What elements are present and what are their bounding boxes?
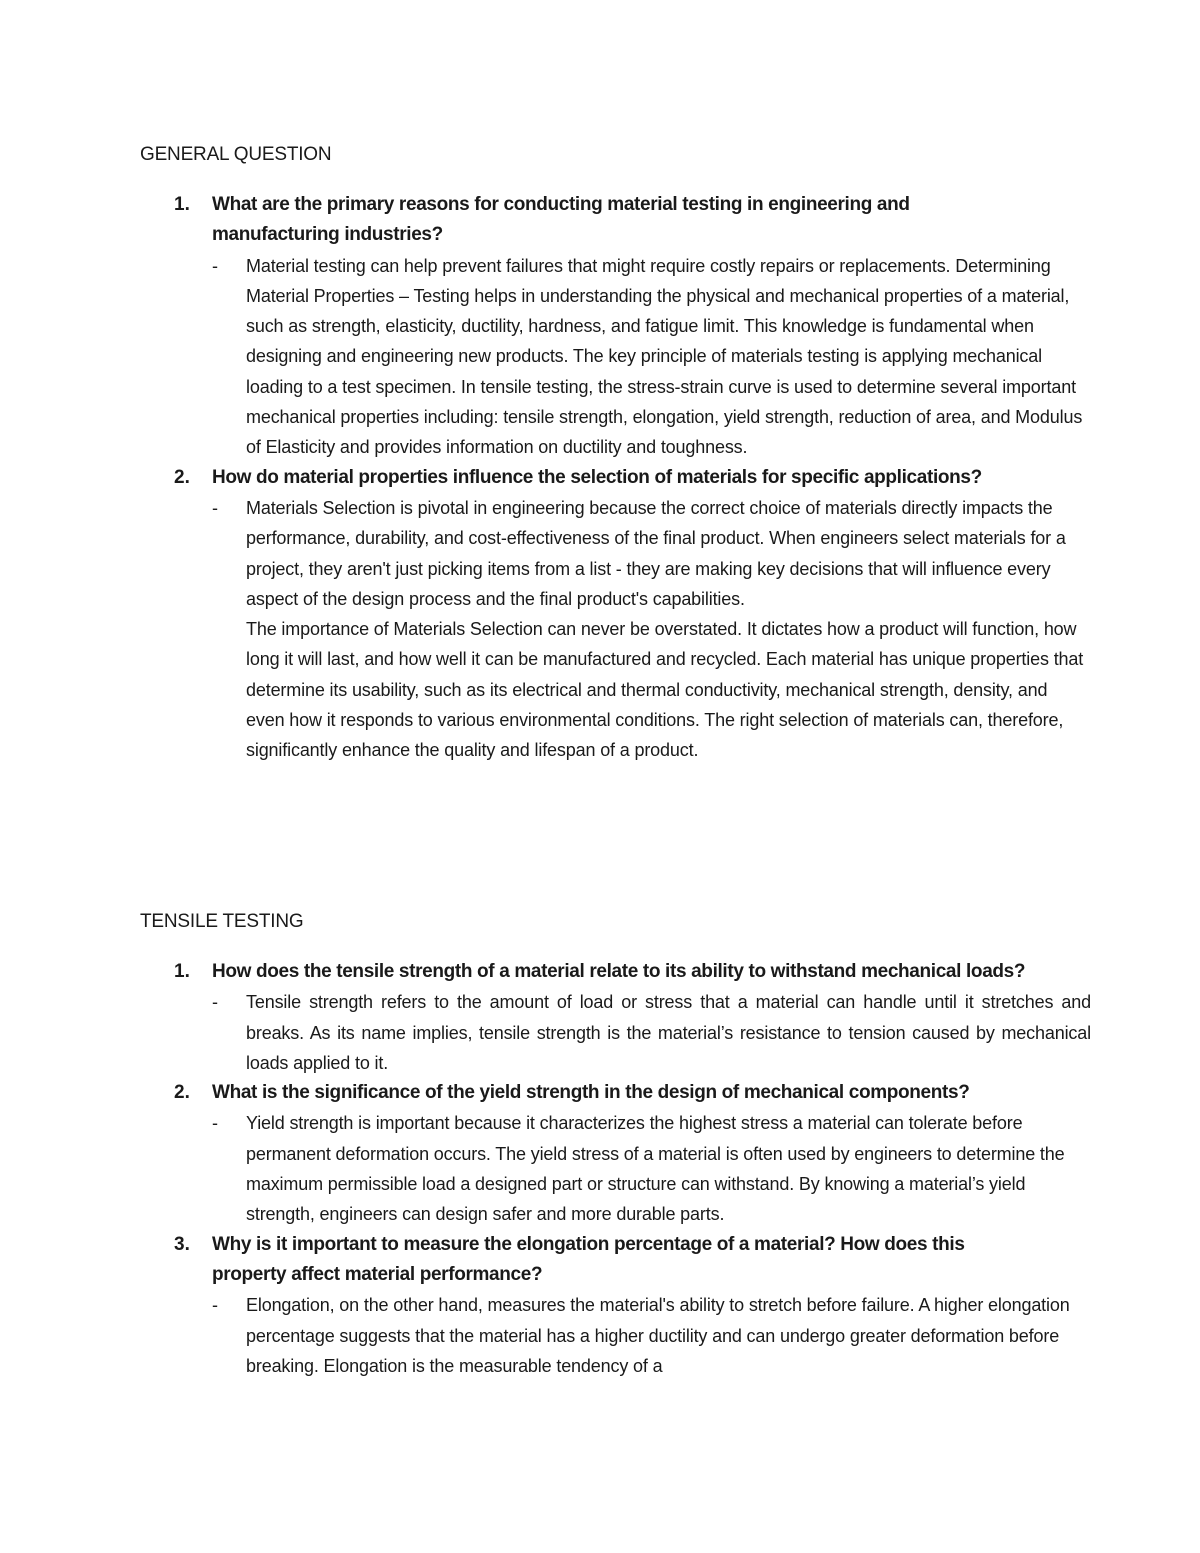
- question-number: 2.: [174, 466, 190, 488]
- answer-paragraph: Tensile strength refers to the amount of load or stress that a material can handle until it stretches and breaks. As its name implies, tensile strength is the material’s resistance to tension caused by mechanical loads applied to it.: [246, 992, 1091, 1073]
- question-number: 2.: [174, 1082, 190, 1104]
- general-question-list: [140, 190, 1084, 766]
- question-item: [140, 190, 1083, 463]
- tensile-testing-question-list: [140, 957, 1091, 1381]
- question-number: 1.: [174, 961, 190, 982]
- answer-paragraph: The importance of Materials Selection can never be overstated. It dictates how a product will function, how long it will last, and how well it can be manufactured and recycled. Each material has unique properties that determine its usability, such as its electrical and thermal conductivity, mechanical strength, density, and even how it responds to various environmental conditions. The right selection of materials can, therefore, significantly enhance the quality and lifespan of a product.: [246, 619, 1084, 761]
- answer-paragraph: Materials Selection is pivotal in engineering because the correct choice of materials directly impacts the performance, durability, and cost-effectiveness of the final product. When engineers select materials for a project, they aren't just picking items from a list - they are making key decisions that will influence every aspect of the design process and the final product's capabilities.: [246, 497, 1066, 609]
- answer-paragraph: Elongation, on the other hand, measures the material's ability to stretch before failure. A higher elongation percentage suggests that the material has a higher ductility and can undergo greater deformation before breaking. Elongation is the measurable tendency of a: [246, 1295, 1070, 1376]
- answer-bullet-dash: -: [212, 992, 218, 1013]
- question-item: [140, 1078, 1075, 1229]
- question-text: How do material properties influence the selection of materials for specific applications?: [212, 466, 982, 488]
- answer-block: [140, 1290, 1075, 1381]
- section-heading-tensile-testing: TENSILE TESTING: [140, 911, 304, 932]
- question-item: [140, 463, 1084, 766]
- answer-bullet-dash: -: [212, 255, 218, 276]
- section-heading-general-question: GENERAL QUESTION: [140, 144, 332, 165]
- answer-bullet-dash: -: [212, 1113, 218, 1134]
- question-number: 1.: [174, 194, 190, 215]
- question-number: 3.: [174, 1233, 190, 1255]
- answer-block: [140, 987, 1091, 1078]
- answer-paragraph: Material testing can help prevent failures that might require costly repairs or replacements. Determining Material Properties – Testing helps in understanding the physical and mechanical properties of a material, such as strength, elasticity, ductility, hardness, and fatigue limit. This knowledge is fundamental when designing and engineering new products. The key principle of materials testing is applying mechanical loading to a test specimen. In tensile testing, the stress-strain curve is used to determine several important mechanical properties including: tensile strength, elongation, yield strength, reduction of area, and Modulus of Elasticity and provides information on ductility and toughness.: [246, 255, 1083, 458]
- answer-bullet-dash: -: [212, 1295, 218, 1316]
- question-item: [140, 1230, 1075, 1381]
- question-text: Why is it important to measure the elongation percentage of a material? How does this property affect material performance?: [212, 1233, 965, 1285]
- answer-block: [140, 1108, 1075, 1229]
- question-text: What is the significance of the yield strength in the design of mechanical components?: [212, 1082, 970, 1104]
- question-text: What are the primary reasons for conducting material testing in engineering and manufacturing industries?: [212, 194, 910, 246]
- answer-bullet-dash: -: [212, 497, 218, 518]
- answer-paragraph: Yield strength is important because it characterizes the highest stress a material can tolerate before permanent deformation occurs. The yield stress of a material is often used by engineers to determine the maximum permissible load a designed part or structure can withstand. By knowing a material’s yield strength, engineers can design safer and more durable parts.: [246, 1113, 1065, 1225]
- answer-block: [140, 251, 1083, 463]
- answer-block: [140, 493, 1084, 766]
- question-text: How does the tensile strength of a material relate to its ability to withstand mechanical loads?: [212, 961, 1026, 982]
- question-item: [140, 957, 1091, 1078]
